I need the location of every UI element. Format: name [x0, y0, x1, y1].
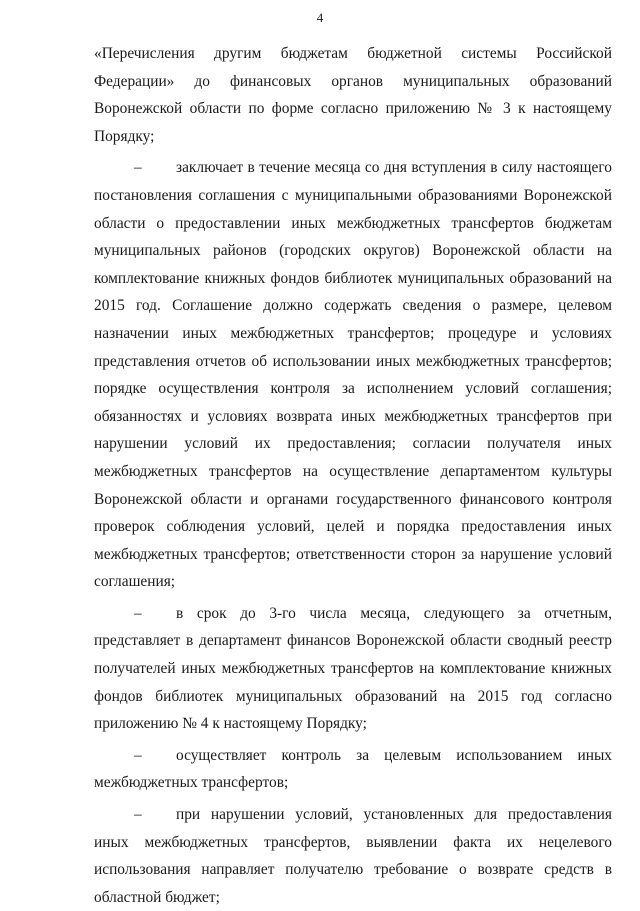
paragraph-continuation: [94, 40, 612, 150]
list-item-text: в срок до 3-го числа месяца, следующего за отчетным, представляет в департамент финансов Воронежской области сводный реестр получателей иных межбюджетных трансфертов на комплектование книжных фондов библиотек муниципальных образований на 2015 год согласно приложению № 4 к настоящему Порядку;: [94, 604, 612, 733]
dash-marker: –: [134, 604, 142, 622]
list-item-text: заключает в течение месяца со дня вступления в силу настоящего постановления соглашения с муниципальными образованиями Воронежской области о предоставлении иных межбюджетных трансфертов бюджетам муниципальных районов (городских округов) Воронежской области на комплектование книжных фондов библиотек муниципальных образований на 2015 год. Соглашение должно содержать сведения о размере, целевом назначении иных межбюджетных трансфертов; процедуре и условиях представления отчетов об использовании иных межбюджетных трансфертов; порядке осуществления контроля за исполнением условий соглашения; обязанностях и условиях возврата иных межбюджетных трансфертов при нарушении условий их предоставления; согласии получателя иных межбюджетных трансфертов на осуществление департаментом культуры Воронежской области и органами государственного финансового контроля проверок соблюдения условий, целей и порядка предоставления иных межбюджетных трансфертов; ответственности сторон за нарушение условий соглашения;: [94, 159, 612, 591]
list-item-text: осуществляет контроль за целевым использованием иных межбюджетных трансфертов;: [94, 746, 612, 792]
document-body: [94, 40, 612, 911]
list-item-text: при нарушении условий, установленных для предоставления иных межбюджетных трансфертов, выявлении факта их нецелевого использования направляет получателю требование о возврате средств в областной бюджет;: [94, 806, 612, 906]
list-item: [94, 600, 612, 738]
paragraph-text: «Перечисления другим бюджетам бюджетной системы Российской Федерации» до финансовых органов муниципальных образований Воронежской области по форме согласно приложению № 3 к настоящему Порядку;: [94, 45, 612, 145]
list-item: [94, 154, 612, 596]
list-item: [94, 742, 612, 797]
dash-marker: –: [134, 806, 142, 824]
dash-marker: –: [134, 159, 142, 177]
list-item: [94, 801, 612, 911]
dash-marker: –: [134, 746, 142, 764]
page-number: 4: [316, 10, 324, 25]
